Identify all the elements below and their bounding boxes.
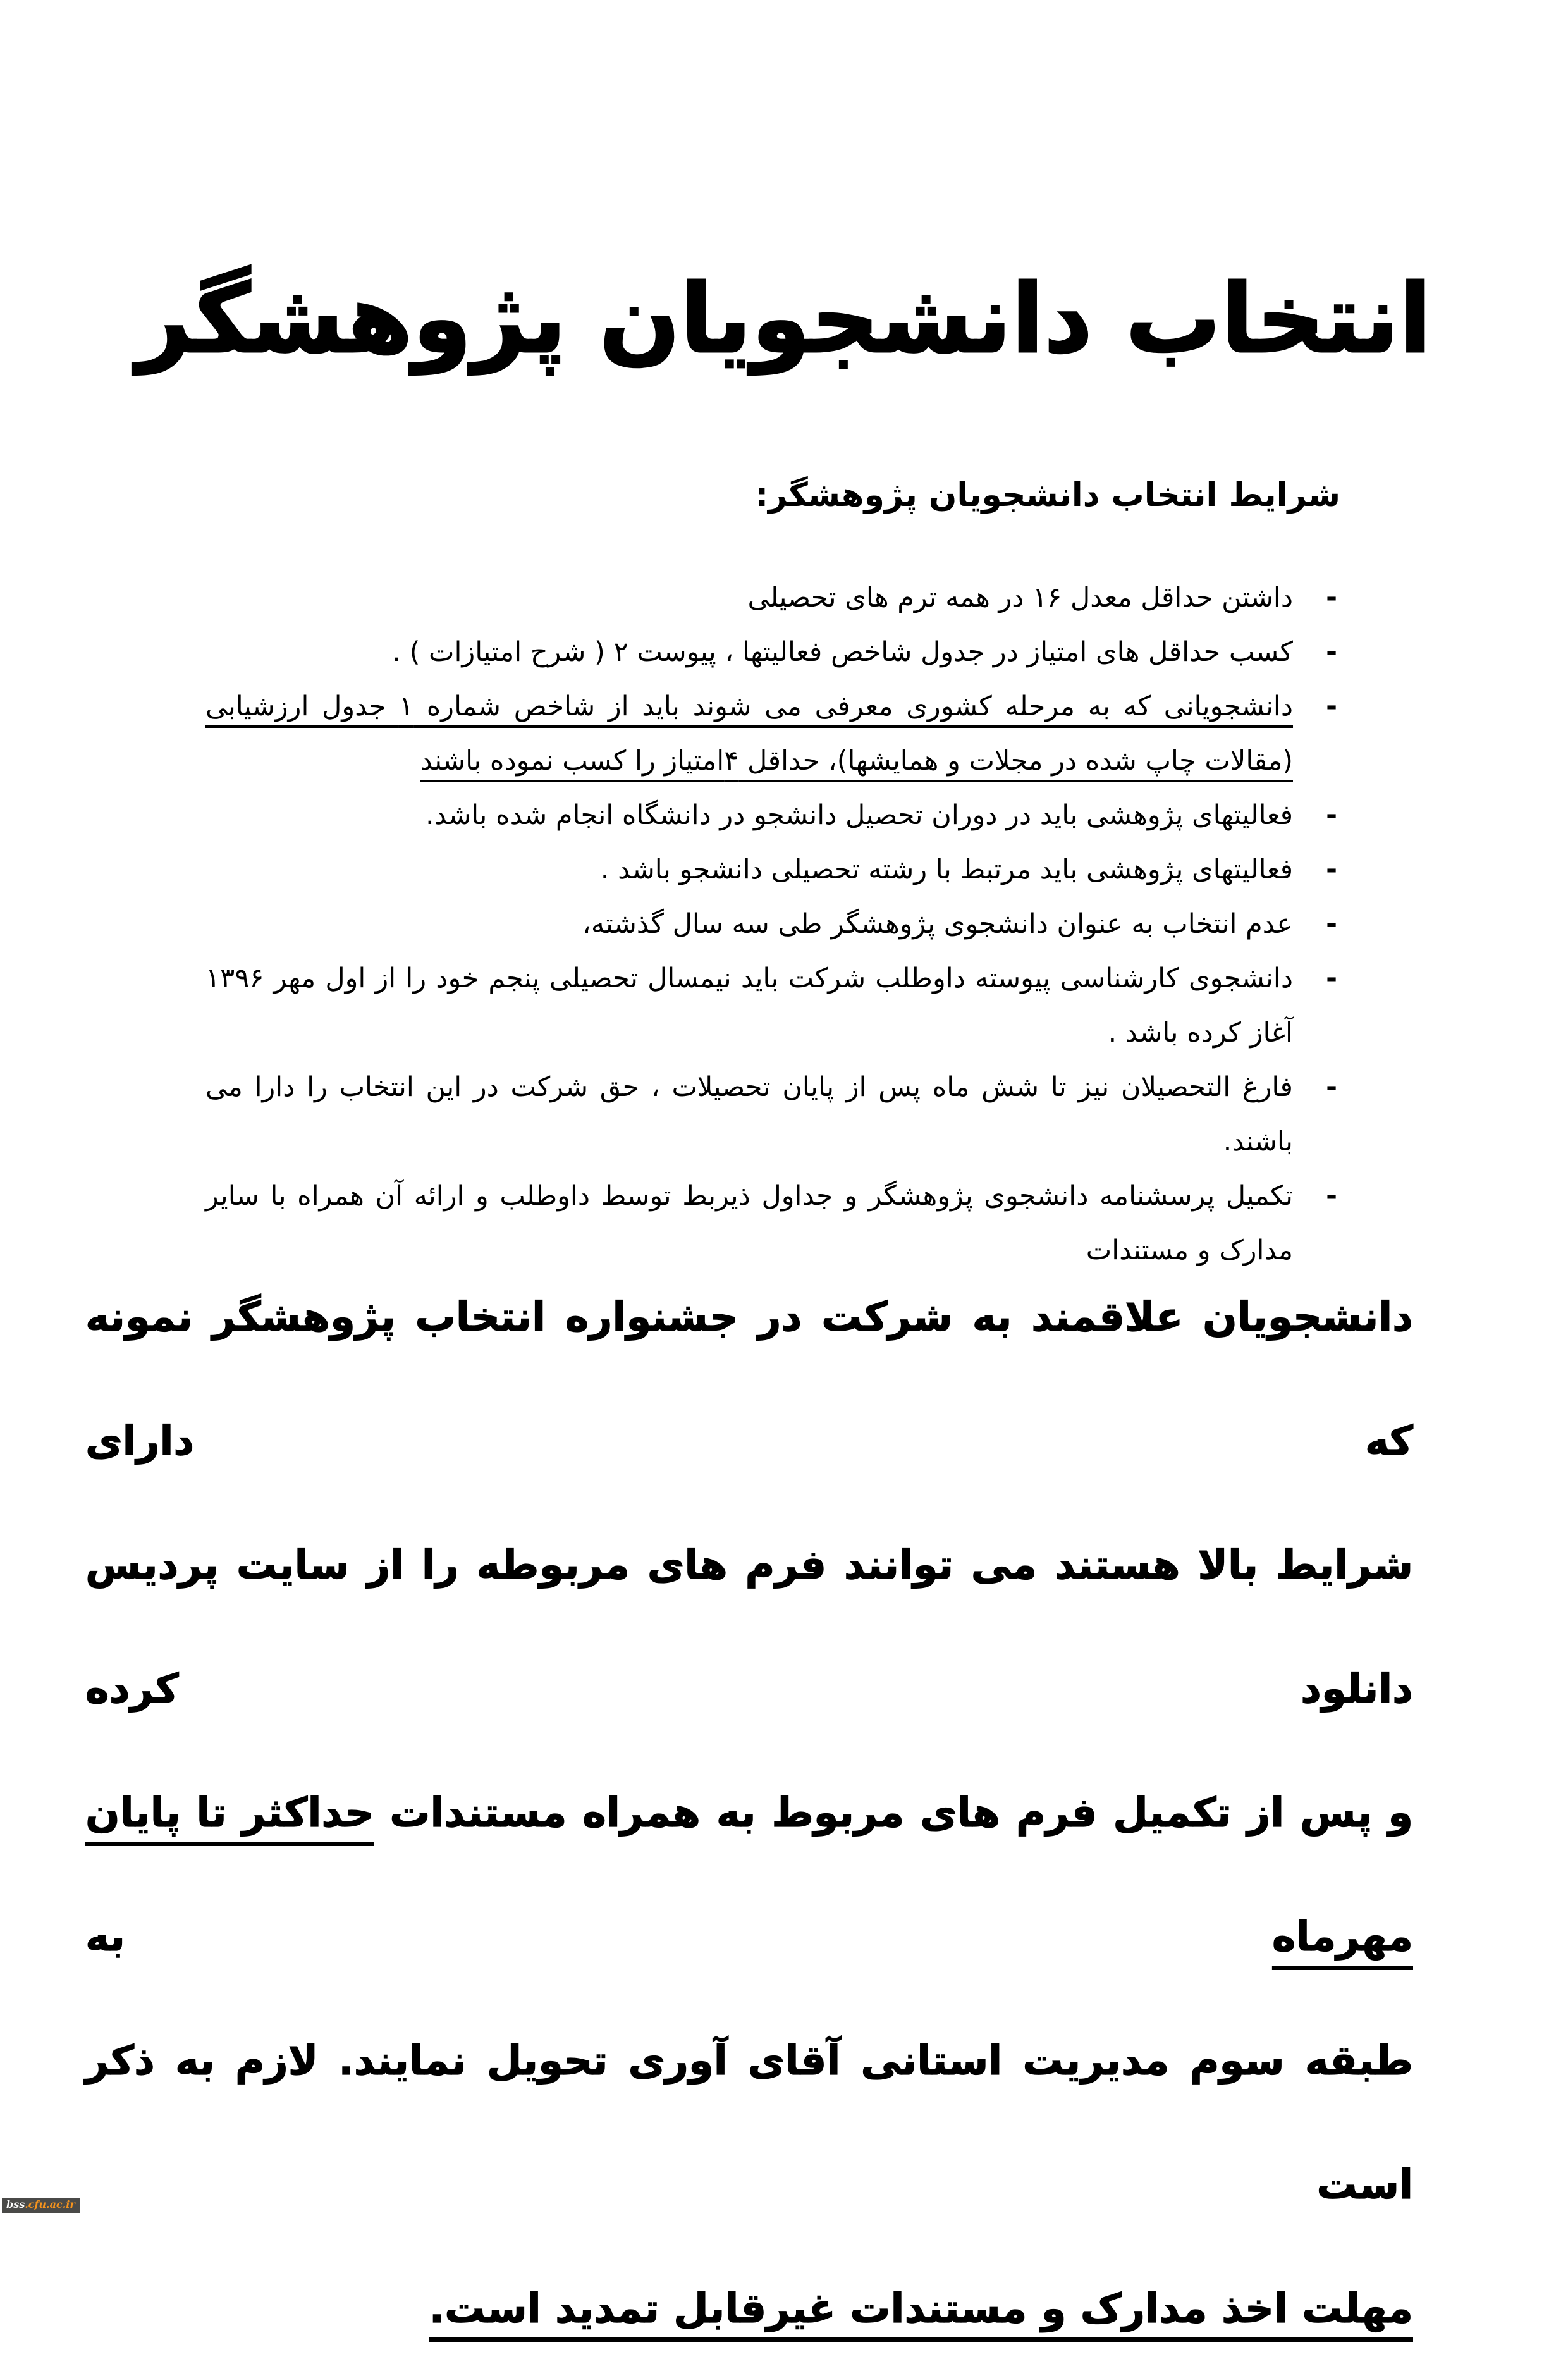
condition-text: داشتن حداقل معدل ۱۶ در همه ترم های تحصیلی (747, 582, 1293, 613)
bullet-marker: - (1326, 1180, 1337, 1212)
underlined-text: حداکثر تا پایان مهرماه (85, 1790, 1413, 1961)
list-item (205, 679, 1337, 788)
condition-text: تکمیل پرسشنامه دانشجوی پژوهشگر و جداول ذیربط توسط داوطلب و ارائه آن همراه با سایر مدارک و مستندات (205, 1180, 1293, 1266)
bullet-marker: - (1326, 908, 1337, 940)
notice-line (85, 1503, 1413, 1751)
bullet-marker: - (1326, 1071, 1337, 1103)
list-item (205, 842, 1337, 897)
condition-text: فارغ التحصیلان نیز تا شش ماه پس از پایان تحصیلات ، حق شرکت در این انتخاب را دارا می باشند. (205, 1071, 1293, 1157)
watermark-domain-suffix: .cfu.ac.ir (25, 2198, 75, 2210)
bullet-marker: - (1326, 691, 1337, 722)
notice-text: و پس از تکمیل فرم های مربوط به همراه مستندات (374, 1790, 1413, 1837)
notice-line (85, 1999, 1413, 2247)
watermark-badge (2, 2198, 80, 2213)
section-heading: شرایط انتخاب دانشجویان پژوهشگر: (755, 476, 1340, 514)
list-item (205, 951, 1337, 1060)
bullet-marker: - (1326, 963, 1337, 994)
notice-line (85, 1255, 1413, 1503)
list-item (205, 1060, 1337, 1169)
list-item (205, 788, 1337, 842)
list-item (205, 625, 1337, 679)
condition-text: فعالیتهای پژوهشی باید در دوران تحصیل دانشجو در دانشگاه انجام شده باشد. (426, 799, 1293, 831)
notice-line (85, 2247, 1413, 2371)
notice-text: طبقه سوم مدیریت استانی آقای آوری تحویل نمایند. لازم به ذکر است (85, 2038, 1413, 2208)
condition-text: دانشجویانی که به مرحله کشوری معرفی می شوند باید از شاخص شماره ۱ جدول ارزشیابی (مقالات چاپ شده در مجلات و همایشها)، حداقل ۴امتیاز را کسب نموده باشند (205, 691, 1294, 777)
bullet-marker: - (1326, 636, 1337, 668)
bullet-marker: - (1326, 582, 1337, 613)
list-item (205, 897, 1337, 951)
page-title: انتخاب دانشجویان پژوهشگر (136, 264, 1432, 374)
watermark-domain-prefix: bss (6, 2198, 25, 2210)
bullet-marker: - (1326, 799, 1337, 831)
notice-line (85, 1751, 1413, 1999)
condition-text: عدم انتخاب به عنوان دانشجوی پژوهشگر طی سه سال گذشته، (582, 908, 1293, 940)
notice-text: دانشجویان علاقمند به شرکت در جشنواره انتخاب پژوهشگر نمونه که دارای (85, 1294, 1413, 1465)
underlined-text: مهلت اخذ مدارک و مستندات غیرقابل تمدید است. (429, 2286, 1413, 2332)
notice-text: به (85, 1914, 1272, 1961)
conditions-list (205, 570, 1337, 1278)
condition-text: فعالیتهای پژوهشی باید مرتبط با رشته تحصیلی دانشجو باشد . (600, 854, 1293, 885)
bullet-marker: - (1326, 854, 1337, 885)
notice-paragraph (85, 1255, 1413, 2371)
condition-text: کسب حداقل های امتیاز در جدول شاخص فعالیتها ، پیوست ۲ ( شرح امتیازات ) . (392, 636, 1293, 668)
condition-text: دانشجوی کارشناسی پیوسته داوطلب شرکت باید نیمسال تحصیلی پنجم خود را از اول مهر ۱۳۹۶ آغاز کرده باشد . (205, 963, 1293, 1049)
notice-text: شرایط بالا هستند می توانند فرم های مربوطه را از سایت پردیس دانلود کرده (85, 1542, 1413, 1713)
list-item (205, 570, 1337, 625)
